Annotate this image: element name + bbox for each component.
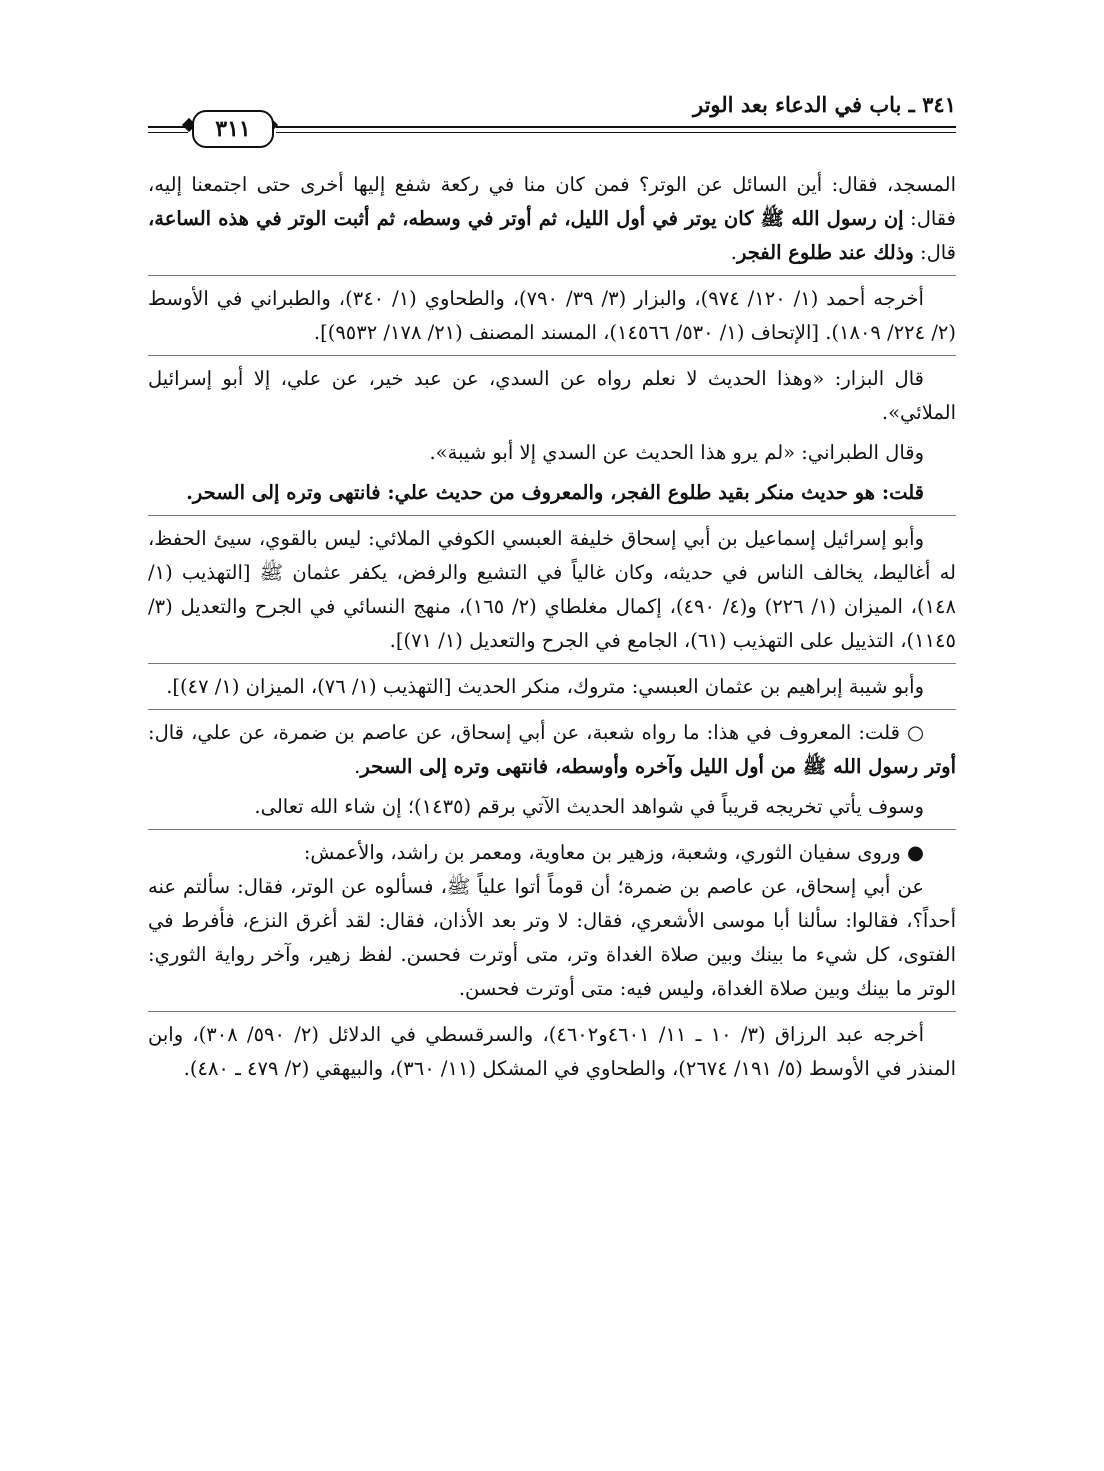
- paragraph-4: وقال الطبراني: «لم يرو هذا الحديث عن السدي إلا أبو شيبة».: [429, 441, 924, 464]
- bold-hadith-text: أوتر رسول الله ﷺ من أول الليل وآخره وأوسطه، فانتهى وتره إلى السحر: [360, 755, 956, 778]
- paragraph-8: [148, 716, 956, 784]
- paragraph-6: وأبو إسرائيل إسماعيل بن أبي إسحاق خليفة العبسي الكوفي الملائي: ليس بالقوي، سيئ الحفظ، له أغاليط، يخالف الناس في حديثه، وكان غالياً في التشيع والرفض، يكفر عثمان ﷺ [التهذيب (١/ ١٤٨)، الميزان (١/ ٢٢٦) و(٤/ ٤٩٠)، إكمال مغلطاي (٢/ ١٦٥)، منهج النسائي في الجرح والتعديل (٣/ ١١٤٥)، التذييل على التهذيب (٦١)، الجامع في الجرح والتعديل (١/ ٧١)].: [148, 527, 956, 652]
- paragraph-divider: [148, 515, 956, 516]
- text-span: المسجد، فقال: أين السائل عن الوتر؟ فمن كان منا في ركعة شفع إليها أخرى حتى اجتمعنا إليه، فقال:: [148, 173, 956, 230]
- paragraph-9: وسوف يأتي تخريجه قريباً في شواهد الحديث الآتي برقم (١٤٣٥)؛ إن شاء الله تعالى.: [254, 795, 924, 818]
- page-body: [148, 168, 956, 1086]
- paragraph-divider: [148, 709, 956, 710]
- page-header: [148, 92, 956, 142]
- text-span: .: [730, 241, 737, 264]
- paragraph-2: أخرجه أحمد (١/ ١٢٠/ ٩٧٤)، والبزار (٣/ ٣٩/ ٧٩٠)، والطحاوي (١/ ٣٤٠)، والطبراني في الأوسط (٢/ ٢٢٤/ ١٨٠٩). [الإتحاف (١/ ٥٣٠/ ١٤٥٦٦)، المسند المصنف (٢١/ ١٧٨/ ٩٥٣٢)].: [148, 287, 956, 344]
- paragraph-10: ● وروى سفيان الثوري، وشعبة، وزهير بن معاوية، ومعمر بن راشد، والأعمش:: [303, 841, 924, 864]
- header-rule-left: [148, 126, 188, 133]
- bold-comment-text: قلت: هو حديث منكر بقيد طلوع الفجر، والمعروف من حديث علي: فانتهى وتره إلى السحر.: [186, 481, 924, 504]
- text-span: ○ قلت: المعروف في هذا: ما رواه شعبة، عن أبي إسحاق، عن عاصم بن ضمرة، عن علي، قال:: [148, 721, 924, 744]
- bold-hadith-text: إن رسول الله ﷺ كان يوتر في أول الليل، ثم أوتر في وسطه، ثم أثبت الوتر في هذه الساعة،: [148, 207, 904, 230]
- paragraph-divider: [148, 1011, 956, 1012]
- paragraph-divider: [148, 355, 956, 356]
- paragraph-11: عن أبي إسحاق، عن عاصم بن ضمرة؛ أن قوماً أتوا علياً ﷺ، فسألوه عن الوتر، فقال: سألتم عنه أحداً؟، فقالوا: سألنا أبا موسى الأشعري، فقال: لا وتر بعد الأذان، فقال: لقد أغرق النزع، فأفرط في الفتوى، كل شيء ما بينك وبين صلاة الغداة وتر، متى أوترت فحسن. لفظ زهير، وآخر رواية الثوري: الوتر ما بينك وبين صلاة الغداة، وليس فيه: متى أوترت فحسن.: [148, 875, 956, 1000]
- header-rule: [276, 126, 956, 133]
- paragraph-7: وأبو شيبة إبراهيم بن عثمان العبسي: متروك، منكر الحديث [التهذيب (١/ ٧٦)، الميزان (١/ ٤٧)].: [166, 675, 924, 698]
- paragraph-divider: [148, 275, 956, 276]
- bold-hadith-text: وذلك عند طلوع الفجر: [736, 241, 914, 264]
- chapter-title: ٣٤١ ـ باب في الدعاء بعد الوتر: [693, 92, 956, 117]
- text-span: .: [354, 755, 361, 778]
- paragraph-divider: [148, 829, 956, 830]
- paragraph-divider: [148, 663, 956, 664]
- paragraph-1: [148, 168, 956, 270]
- page-number-badge: ٣١١: [192, 110, 274, 148]
- text-span: قال:: [913, 241, 956, 264]
- paragraph-12: أخرجه عبد الرزاق (٣/ ١٠ ـ ١١/ ٤٦٠١و٤٦٠٢)، والسرقسطي في الدلائل (٢/ ٥٩٠/ ٣٠٨)، وابن المنذر في الأوسط (٥/ ١٩١/ ٢٦٧٤)، والطحاوي في المشكل (١١/ ٣٦٠)، والبيهقي (٢/ ٤٧٩ ـ ٤٨٠).: [148, 1023, 956, 1080]
- paragraph-3: قال البزار: «وهذا الحديث لا نعلم رواه عن السدي، عن عبد خير، عن علي، إلا أبو إسرائيل الملائي».: [148, 367, 956, 424]
- paragraph-5: [148, 476, 956, 510]
